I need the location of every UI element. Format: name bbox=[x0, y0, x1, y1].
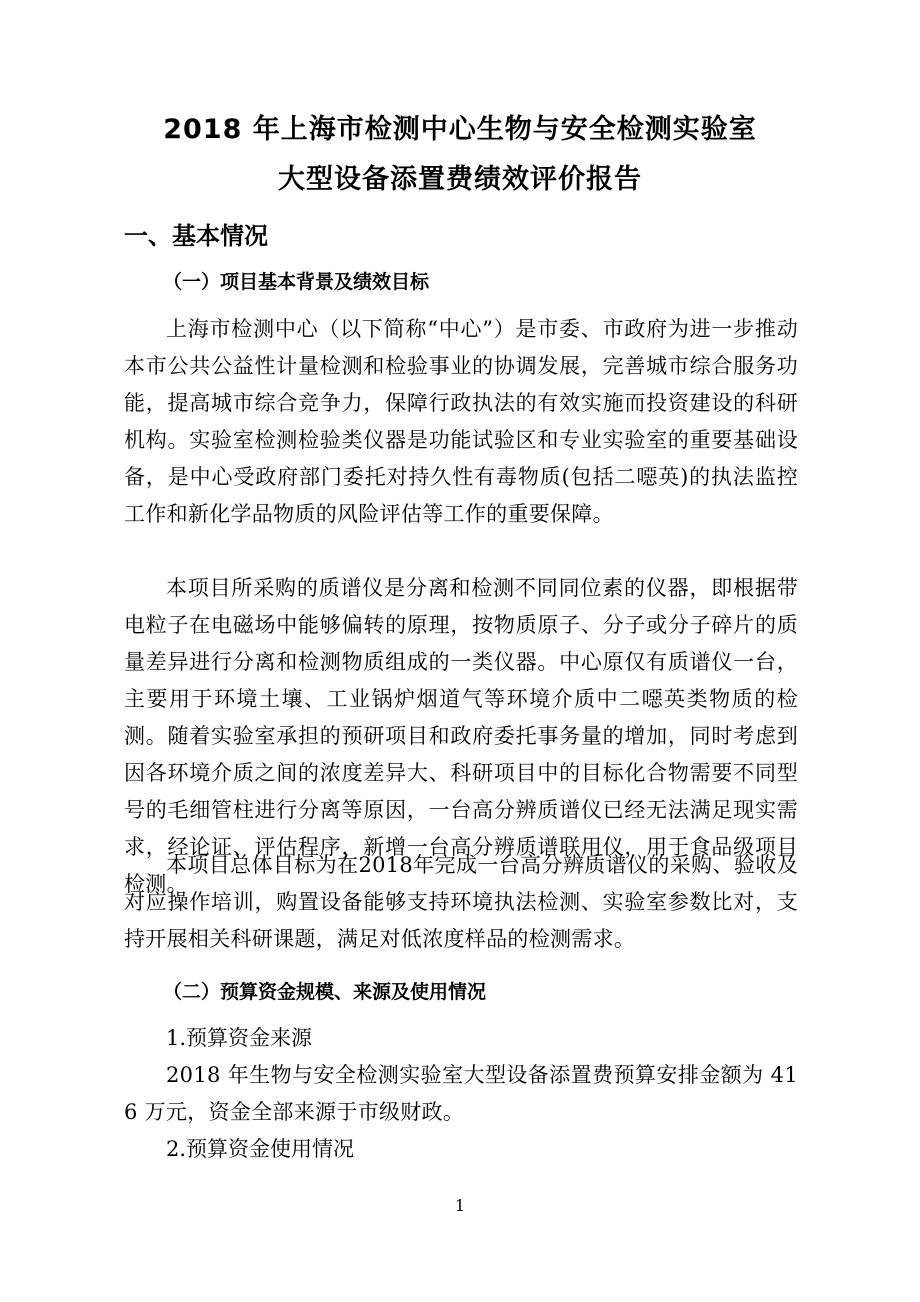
paragraph-mass-spectrometer: 本项目所采购的质谱仪是分离和检测不同同位素的仪器，即根据带电粒子在电磁场中能够偏转的原理，按物质原子、分子或分子碎片的质量差异进行分离和检测物质组成的一类仪器。中心原仅有质谱仪一台，主要用于环境土壤、工业锅炉烟道气等环境介质中二噁英类物质的检测。随着实验室承担的预研项目和政府委托事务量的增加，同时考虑到因各环境介质之间的浓度差异大、科研项目中的目标化合物需要不同型号的毛细管柱进行分离等原因，一台高分辨质谱仪已经无法满足现实需求，经论证、评估程序，新增一台高分辨质谱联用仪，用于食品级项目检测。 bbox=[124, 576, 798, 896]
page-number: 1 bbox=[454, 1196, 466, 1215]
paragraph-budget-amount: 2018 年生物与安全检测实验室大型设备添置费预算安排金额为 416 万元，资金全部来源于市级财政。 bbox=[124, 1063, 798, 1124]
subsection-heading-background: （一）项目基本背景及绩效目标 bbox=[163, 271, 430, 293]
item-heading-budget-usage: 2.预算资金使用情况 bbox=[166, 1137, 355, 1161]
section-heading-basic-situation: 一、基本情况 bbox=[124, 222, 268, 250]
subsection-heading-budget: （二）预算资金规模、来源及使用情况 bbox=[163, 981, 487, 1003]
paragraph-project-goal: 本项目总体目标为在2018年完成一台高分辨质谱仪的采购、验收及对应操作培训，购置设备能够支持环境执法检测、实验室参数比对，支持开展相关科研课题，满足对低浓度样品的检测需求。 bbox=[124, 853, 798, 951]
paragraph-center-intro: 上海市检测中心（以下简称“中心”）是市委、市政府为进一步推动本市公共公益性计量检测和检验事业的协调发展，完善城市综合服务功能，提高城市综合竞争力，保障行政执法的有效实施而投资建设的科研机构。实验室检测检验类仪器是功能试验区和专业实验室的重要基础设备，是中心受政府部门委托对持久性有毒物质(包括二噁英)的执法监控工作和新化学品物质的风险评估等工作的重要保障。 bbox=[124, 317, 798, 526]
item-heading-budget-source: 1.预算资金来源 bbox=[166, 1026, 313, 1050]
document-title-line-2: 大型设备添置费绩效评价报告 bbox=[278, 164, 642, 195]
document-title-line-1: 2018 年上海市检测中心生物与安全检测实验室 bbox=[163, 114, 757, 145]
